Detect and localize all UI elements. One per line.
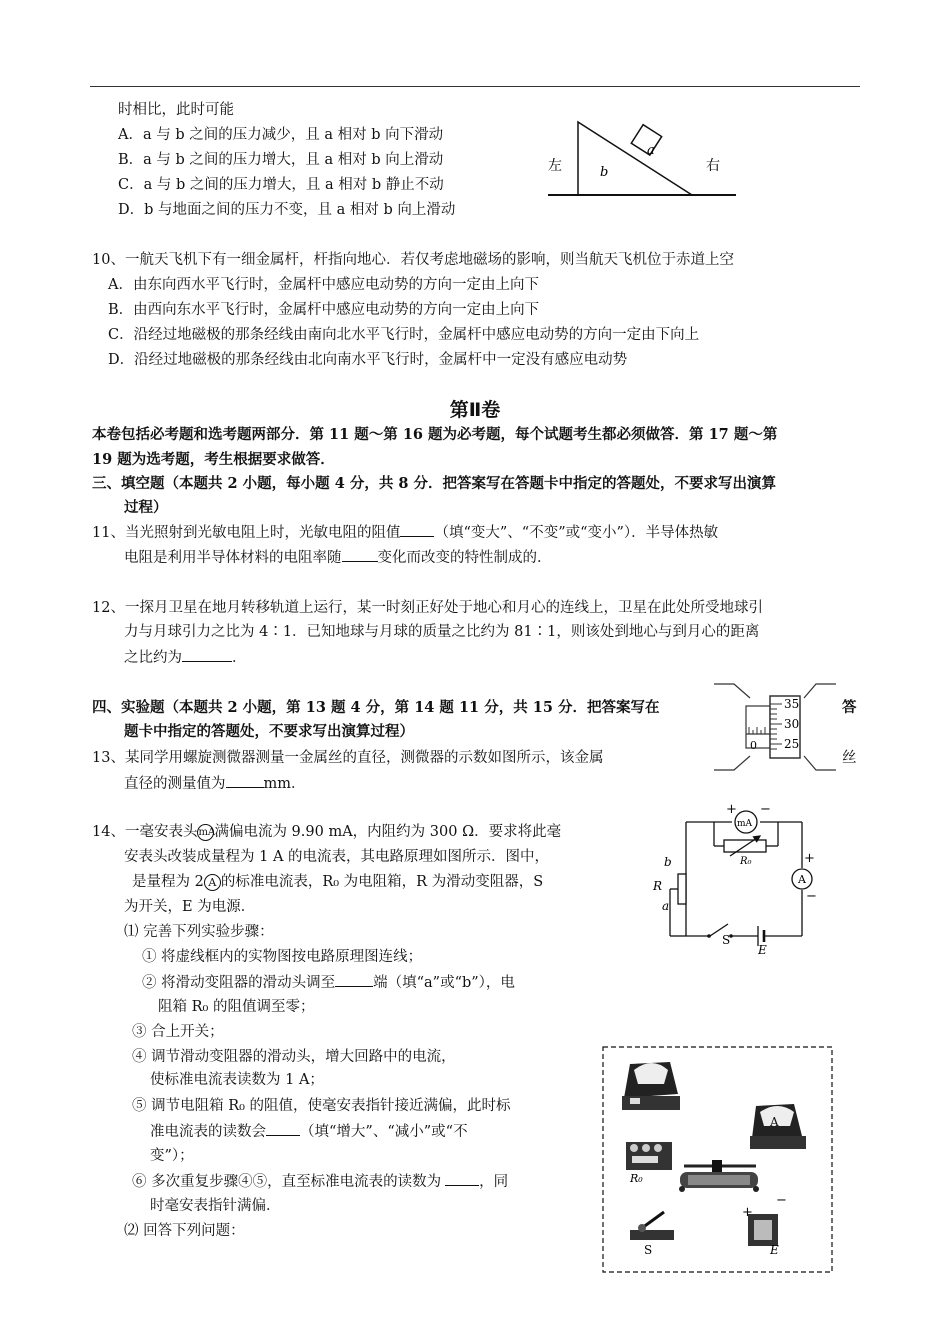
ammeter-symbol: A bbox=[204, 874, 221, 891]
q11-line2-b: 变化而改变的特性制成的． bbox=[377, 550, 552, 566]
q14-step6 bbox=[132, 1171, 508, 1192]
q9-option-d: D．b 与地面之间的压力不变，且 a 相对 b 向上滑动 bbox=[118, 202, 456, 218]
q14-line4: 为开关，E 为电源． bbox=[124, 899, 256, 915]
micrometer-figure bbox=[712, 676, 838, 778]
q9-option-a: A．a 与 b 之间的压力减少，且 a 相对 b 向下滑动 bbox=[118, 127, 444, 143]
switch-device bbox=[630, 1212, 674, 1257]
q14-step1: ① 将虚线框内的实物图按电路原理图连线； bbox=[142, 949, 423, 965]
ammeter-device bbox=[750, 1104, 806, 1149]
q11-blank1[interactable] bbox=[400, 522, 434, 537]
section3-line2: 过程） bbox=[124, 499, 168, 516]
wedge-b bbox=[578, 122, 692, 195]
q14-step2-b: 端（填“a”或“b”），电 bbox=[373, 975, 515, 991]
section4-line2: 题卡中指定的答题处，不要求写出演算过程） bbox=[124, 723, 414, 740]
q14-line1-b: 满偏电流为 9.90 mA，内阻约为 300 Ω．要求将此毫 bbox=[214, 824, 562, 840]
circuit-ma-plus: + bbox=[726, 802, 737, 817]
q11-blank2[interactable] bbox=[342, 547, 378, 562]
apparatus-plus: + bbox=[742, 1205, 753, 1220]
q14-step6-a: ⑥ 多次重复步骤④⑤，直至标准电流表的读数为 bbox=[132, 1174, 442, 1190]
q14-line2: 安表头改装成量程为 1 A 的电流表，其电路原理如图所示．图中， bbox=[124, 849, 550, 865]
q14-step4-a: ④ 调节滑动变阻器的滑动头，增大回路中的电流， bbox=[132, 1049, 456, 1065]
q13-line2-b: mm． bbox=[263, 776, 306, 792]
q10-option-b: B．由西向东水平飞行时，金属杆中感应电动势的方向一定由上向下 bbox=[108, 302, 540, 318]
circuit-ammeter-plus: + bbox=[804, 851, 815, 866]
q10-option-c: C．沿经过地磁极的那条经线由南向北水平飞行时，金属杆中感应电动势的方向一定由下向上 bbox=[108, 327, 700, 343]
q14-step5-c: 变”）； bbox=[150, 1148, 194, 1164]
apparatus-a-label: A bbox=[770, 1115, 779, 1129]
q9-option-b: B．a 与 b 之间的压力增大，且 a 相对 b 向上滑动 bbox=[118, 152, 444, 168]
q12-line2: 力与月球引力之比为 4∶1．已知地球与月球的质量之比约为 81∶1，则该处到地心与到月心的距离 bbox=[124, 624, 760, 640]
part2-intro-line2: 19 题为选考题，考生根据要求做答． bbox=[92, 451, 335, 468]
q14-line1 bbox=[92, 822, 561, 842]
q14-blank-step2[interactable] bbox=[335, 972, 373, 987]
q13-line1-a: 13、某同学用螺旋测微器测量一金属丝的直径，测微器的示数如图所示，该金属 bbox=[92, 750, 604, 766]
q13-line1-b: 丝 bbox=[842, 750, 857, 766]
circuit-e-label: E bbox=[758, 943, 767, 957]
circuit-r-label: R bbox=[653, 879, 663, 893]
circuit-diagram bbox=[648, 798, 828, 958]
part2-heading: 第Ⅱ卷 bbox=[449, 399, 501, 421]
sleeve-zero: 0 bbox=[750, 739, 757, 752]
label-a: a bbox=[647, 143, 655, 158]
q14-blank-step6[interactable] bbox=[445, 1171, 479, 1186]
q9-option-c: C．a 与 b 之间的压力增大，且 a 相对 b 静止不动 bbox=[118, 177, 444, 193]
rheostat-device bbox=[679, 1160, 759, 1192]
section3-line1: 三、填空题（本题共 2 小题，每小题 4 分，共 8 分．把答案写在答题卡中指定的答题处，不要求写出演算 bbox=[92, 475, 777, 492]
apparatus-minus: − bbox=[776, 1193, 787, 1208]
q14-step6-b: ，同 bbox=[479, 1174, 509, 1190]
apparatus-box bbox=[600, 1044, 836, 1276]
q14-step5-b bbox=[150, 1121, 468, 1142]
q10-stem: 10、一航天飞机下有一细金属杆，杆指向地心．若仅考虑地磁场的影响，则当航天飞机位于赤道上空 bbox=[92, 252, 734, 268]
apparatus-r0-label: R₀ bbox=[630, 1172, 643, 1185]
label-left: 左 bbox=[548, 158, 562, 174]
q10-option-d: D．沿经过地磁极的那条经线由北向南水平飞行时，金属杆中一定没有感应电动势 bbox=[108, 352, 628, 368]
apparatus-s-label: S bbox=[644, 1243, 653, 1257]
q11-line1-b: （填“变大”、“不变”或“变小”）．半导体热敏 bbox=[434, 525, 719, 541]
circuit-ammeter-label: A bbox=[798, 873, 806, 886]
label-b: b bbox=[600, 165, 609, 180]
q14-step2-c: 阻箱 R₀ 的阻值调至零； bbox=[158, 999, 315, 1015]
q11-line2 bbox=[124, 547, 552, 568]
q14-step3: ③ 合上开关； bbox=[132, 1024, 224, 1040]
q10-option-a: A．由东向西水平飞行时，金属杆中感应电动势的方向一定由上向下 bbox=[108, 277, 539, 293]
circuit-b-label: b bbox=[664, 855, 672, 869]
q12-blank[interactable] bbox=[182, 647, 232, 662]
label-right: 右 bbox=[706, 158, 720, 174]
circuit-ma-minus: − bbox=[760, 802, 771, 817]
q12-line3-a: 之比约为 bbox=[124, 650, 182, 666]
q11-line2-a: 电阻是利用半导体材料的电阻率随 bbox=[124, 550, 342, 566]
section4-line1-b: 答 bbox=[842, 699, 857, 716]
resistance-box-device bbox=[626, 1142, 672, 1185]
q9-lead: 时相比，此时可能 bbox=[118, 102, 234, 118]
q12-line1: 12、一探月卫星在地月转移轨道上运行，某一时刻正好处于地心和月心的连线上，卫星在此处所受地球引 bbox=[92, 600, 763, 616]
q14-sub1: ⑴ 完善下列实验步骤： bbox=[124, 924, 274, 940]
circuit-a-label: a bbox=[662, 899, 670, 913]
section4-line1-a: 四、实验题（本题共 2 小题，第 13 题 4 分，第 14 题 11 分，共 15 分．把答案写在 bbox=[92, 699, 660, 716]
circuit-ammeter-minus: − bbox=[806, 889, 817, 904]
q14-line3-a: 是量程为 2 bbox=[132, 874, 204, 890]
q12-line3-b: ． bbox=[232, 650, 247, 666]
q14-step5-b-b: （填“增大”、“减小”或“不 bbox=[300, 1124, 468, 1140]
q14-step5-b-a: 准电流表的读数会 bbox=[150, 1124, 266, 1140]
q14-line1-a: 14、一毫安表头 bbox=[92, 824, 198, 840]
circuit-ma-label: mA bbox=[737, 819, 753, 829]
q14-line3-b: 的标准电流表，R₀ 为电阻箱，R 为滑动变阻器，S bbox=[220, 874, 544, 890]
thimble-tick-25: 25 bbox=[784, 737, 800, 751]
milliammeter-device bbox=[622, 1062, 680, 1110]
q14-step2 bbox=[142, 972, 515, 993]
q14-step5-a: ⑤ 调节电阻箱 R₀ 的阻值，使毫安表指针接近满偏，此时标 bbox=[132, 1098, 511, 1114]
q13-blank[interactable] bbox=[226, 773, 264, 788]
q14-sub2: ⑵ 回答下列问题： bbox=[124, 1223, 245, 1239]
part2-intro-line1: 本卷包括必考题和选考题两部分．第 11 题～第 16 题为必考题，每个试题考生都必须做答．第 17 题～第 bbox=[92, 426, 778, 443]
q14-step4-b: 使标准电流表读数为 1 A； bbox=[150, 1072, 324, 1088]
circuit-s-label: S bbox=[722, 933, 731, 947]
q14-step6-c: 时毫安表指针满偏． bbox=[150, 1198, 281, 1214]
q13-line2-a: 直径的测量值为 bbox=[124, 776, 226, 792]
circuit-r0-label: R₀ bbox=[740, 856, 752, 867]
q11-line1 bbox=[92, 522, 718, 543]
battery-device bbox=[742, 1193, 787, 1257]
apparatus-e-label: E bbox=[770, 1243, 779, 1257]
incline-figure bbox=[540, 110, 750, 205]
header-rule bbox=[90, 86, 860, 87]
thimble-tick-35: 35 bbox=[784, 697, 800, 711]
q13-line2 bbox=[124, 773, 306, 794]
q14-line3 bbox=[132, 872, 543, 892]
q12-line3 bbox=[124, 647, 247, 668]
q11-line1-a: 11、当光照射到光敏电阻上时，光敏电阻的阻值 bbox=[92, 525, 401, 541]
q14-blank-step5[interactable] bbox=[266, 1121, 300, 1136]
ma-meter-symbol: mA bbox=[197, 824, 214, 841]
q14-step2-a: ② 将滑动变阻器的滑动头调至 bbox=[142, 975, 336, 991]
thimble-tick-30: 30 bbox=[784, 717, 800, 731]
